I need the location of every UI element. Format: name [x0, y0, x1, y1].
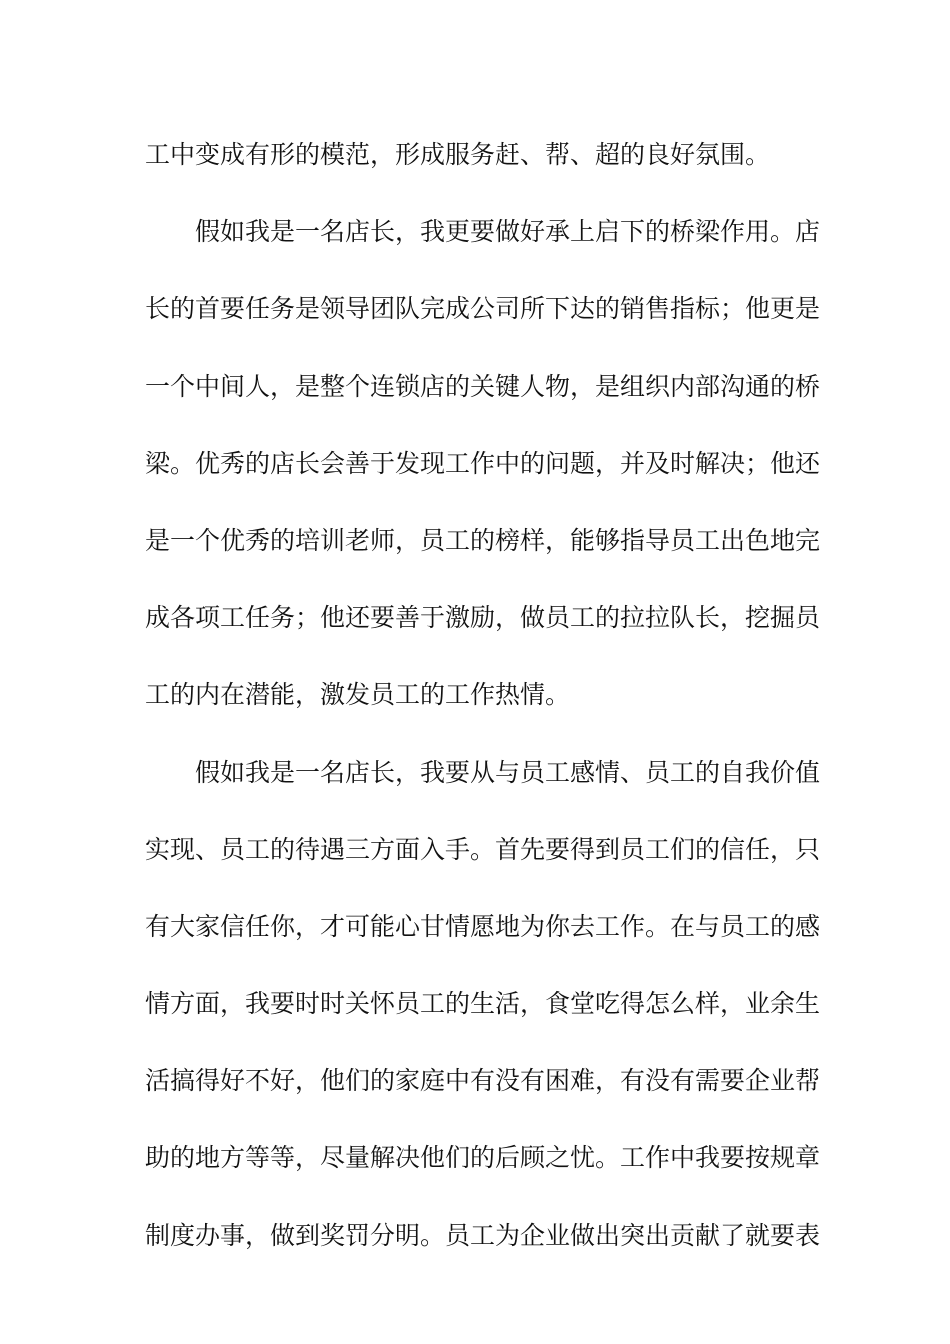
text-line: 活搞得好不好，他们的家庭中有没有困难，有没有需要企业帮	[145, 1066, 821, 1096]
paragraph-first-line: 假如我是一名店长，我更要做好承上启下的桥梁作用。店	[195, 217, 821, 247]
text-line: 情方面，我要时时关怀员工的生活，食堂吃得怎么样，业余生	[145, 989, 821, 1019]
text-line: 工的内在潜能，激发员工的工作热情。	[145, 680, 571, 710]
text-line: 梁。优秀的店长会善于发现工作中的问题，并及时解决；他还	[145, 448, 821, 478]
text-line: 实现、员工的待遇三方面入手。首先要得到员工们的信任，只	[145, 834, 821, 864]
text-line: 制度办事，做到奖罚分明。员工为企业做出突出贡献了就要表	[145, 1220, 821, 1250]
text-line: 工中变成有形的模范，形成服务赶、帮、超的良好氛围。	[145, 140, 771, 169]
text-line: 是一个优秀的培训老师，员工的榜样，能够指导员工出色地完	[145, 525, 821, 555]
text-line: 助的地方等等，尽量解决他们的后顾之忧。工作中我要按规章	[145, 1143, 821, 1173]
text-line: 长的首要任务是领导团队完成公司所下达的销售指标；他更是	[145, 294, 821, 324]
text-line: 有大家信任你，才可能心甘情愿地为你去工作。在与员工的感	[145, 911, 821, 941]
text-line: 成各项工任务；他还要善于激励，做员工的拉拉队长，挖掘员	[145, 603, 821, 633]
paragraph-first-line: 假如我是一名店长，我要从与员工感情、员工的自我价值	[195, 757, 821, 787]
text-line: 一个中间人，是整个连锁店的关键人物，是组织内部沟通的桥	[145, 371, 821, 401]
document-body	[145, 129, 821, 1287]
